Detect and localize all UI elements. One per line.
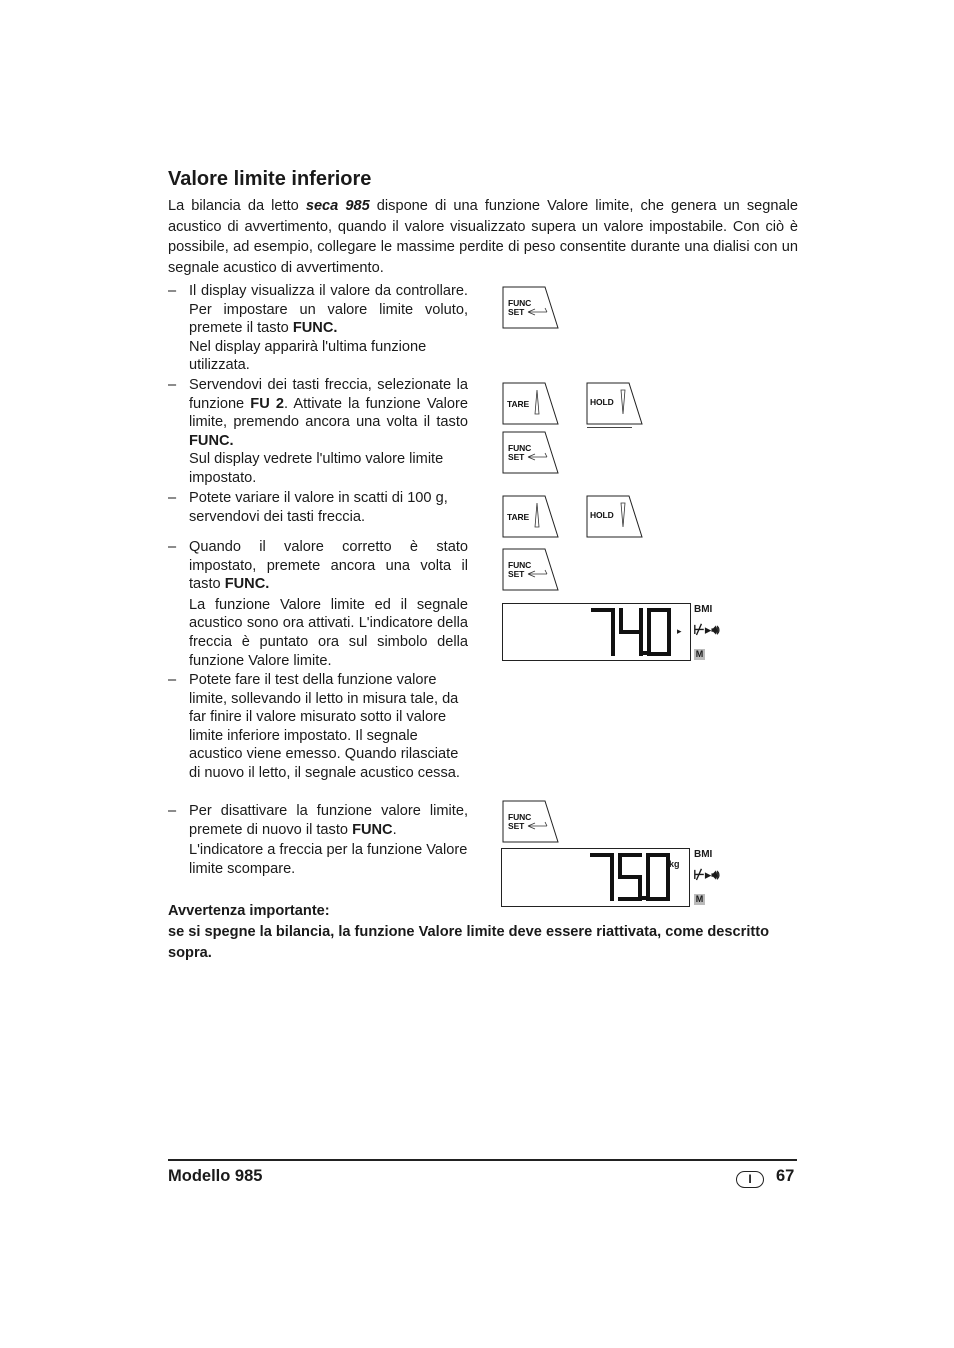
- func-set-key: [502, 286, 560, 330]
- display-digits: [502, 849, 689, 906]
- page-title: Valore limite inferiore: [168, 168, 372, 190]
- lcd-display: [501, 848, 690, 907]
- language-badge: I: [736, 1171, 764, 1188]
- list-item: – Potete fare il test della funzione valore limite, sollevando il letto in misura tale, da far finire il valore misurato sotto il valore limite inferiore impostato. Il segnale acustico viene emesso. Quando rilasciate di nuovo il letto, il segnale acustico cessa.: [168, 672, 460, 781]
- divider: [587, 427, 632, 428]
- key-label: TARE: [507, 399, 530, 409]
- limit-arrow-indicator: ▸: [677, 626, 682, 636]
- memory-badge: M: [695, 649, 704, 659]
- key-label: TARE: [507, 512, 530, 522]
- list-item: – Il display visualizza il valore da controllare. Per impostare un valore limite voluto, premete il tasto FUNC. Nel display apparirà l'ultima funzione utilizzata.: [168, 283, 468, 374]
- limit-sound-icon: ⊬▸🔊︎: [693, 622, 720, 637]
- func-set-key: [502, 548, 560, 592]
- footer-rule: [168, 1159, 797, 1161]
- page-number: 67: [776, 1167, 795, 1185]
- func-set-key: [502, 431, 560, 475]
- unit-label: kg: [669, 859, 680, 869]
- key-label: FUNC SET: [508, 298, 532, 317]
- list-item: – Per disattivare la funzione valore limite, premete di nuovo il tasto FUNC. L'indicatore a freccia per la funzione Valore limite scompare.: [168, 803, 468, 877]
- func-set-key: [502, 800, 560, 844]
- lcd-display: [502, 603, 691, 661]
- key-label: FUNC SET: [508, 560, 532, 579]
- list-item: – Potete variare il valore in scatti di 100 g, servendovi dei tasti freccia.: [168, 490, 448, 525]
- brand-name: seca 985: [305, 198, 370, 214]
- key-label: HOLD: [590, 510, 614, 520]
- tare-key: [502, 382, 560, 426]
- display-digits: [503, 604, 690, 660]
- list-item: – Servendovi dei tasti freccia, selezionate la funzione FU 2. Attivate la funzione Valore limite, premendo ancora una volta il tasto FUNC. Sul display vedrete l'ultimo valore limite impostato.: [168, 377, 468, 486]
- key-label: FUNC SET: [508, 812, 532, 831]
- note-heading: Avvertenza importante:: [168, 903, 330, 919]
- key-label: HOLD: [590, 397, 614, 407]
- intro-paragraph: La bilancia da letto seca 985 dispone di una funzione Valore limite, che genera un segnale acustico di avvertimento, quando il valore visualizzato supera un valore impostabile. Con ciò è possibile, ad esempio, collegare le massime perdite di peso consentite durante una dialisi con un segnale acustico di avvertimento.: [168, 198, 798, 276]
- bmi-label: BMI: [694, 849, 713, 860]
- limit-sound-icon: ⊬▸🔊︎: [693, 867, 720, 882]
- hold-key: [586, 495, 644, 539]
- list-item: – Quando il valore corretto è stato impostato, premete ancora una volta il tasto FUNC. La funzione Valore limite ed il segnale acustico sono ora attivati. L'indicatore della freccia è puntato ora sul simbolo della funzione Valore limite.: [168, 539, 468, 669]
- footer-model: Modello 985: [168, 1167, 263, 1185]
- note-body: se si spegne la bilancia, la funzione Valore limite deve essere riattivata, come descritto sopra.: [168, 924, 770, 961]
- key-label: FUNC SET: [508, 443, 532, 462]
- bmi-label: BMI: [694, 604, 713, 615]
- tare-key: [502, 495, 560, 539]
- hold-key: [586, 382, 644, 426]
- memory-badge: M: [695, 894, 704, 904]
